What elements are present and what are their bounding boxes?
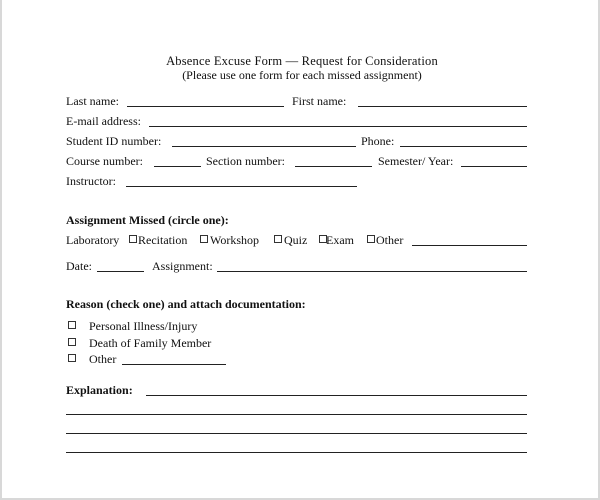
- checkbox-icon[interactable]: [200, 235, 208, 243]
- checkbox-icon[interactable]: [367, 235, 375, 243]
- semester-year-label: Semester/ Year:: [378, 154, 454, 168]
- student-id-field[interactable]: [172, 146, 356, 147]
- date-label: Date:: [66, 259, 92, 273]
- assignment-heading: Assignment Missed (circle one):: [66, 213, 229, 227]
- section-number-label: Section number:: [206, 154, 285, 168]
- checkbox-icon[interactable]: [129, 235, 137, 243]
- explanation-line[interactable]: [66, 433, 527, 434]
- checkbox-icon[interactable]: [68, 354, 76, 362]
- option-recitation[interactable]: Recitation: [138, 233, 188, 247]
- option-laboratory[interactable]: Laboratory: [66, 233, 120, 247]
- instructor-label: Instructor:: [66, 174, 116, 188]
- checkbox-icon[interactable]: [68, 338, 76, 346]
- instructor-field[interactable]: [126, 186, 357, 187]
- option-quiz[interactable]: Quiz: [284, 233, 308, 247]
- checkbox-icon[interactable]: [68, 321, 76, 329]
- last-name-field[interactable]: [127, 106, 284, 107]
- form-subtitle: (Please use one form for each missed assignment): [182, 68, 422, 82]
- course-number-field[interactable]: [154, 166, 201, 167]
- option-exam[interactable]: Exam: [326, 233, 354, 247]
- explanation-line[interactable]: [146, 395, 527, 396]
- email-label: E-mail address:: [66, 114, 141, 128]
- option-workshop[interactable]: Workshop: [210, 233, 260, 247]
- explanation-line[interactable]: [66, 452, 527, 453]
- student-id-label: Student ID number:: [66, 134, 162, 148]
- section-number-field[interactable]: [295, 166, 372, 167]
- option-other[interactable]: Other: [376, 233, 404, 247]
- phone-field[interactable]: [400, 146, 527, 147]
- other-assignment-field[interactable]: [412, 245, 527, 246]
- last-name-label: Last name:: [66, 94, 119, 108]
- date-field[interactable]: [97, 271, 144, 272]
- assignment-label: Assignment:: [152, 259, 213, 273]
- form-title: Absence Excuse Form — Request for Consideration: [166, 54, 438, 68]
- explanation-line[interactable]: [66, 414, 527, 415]
- checkbox-icon[interactable]: [274, 235, 282, 243]
- explanation-heading: Explanation:: [66, 383, 133, 397]
- reason-personal-illness[interactable]: Personal Illness/Injury: [89, 319, 198, 333]
- reason-death-family[interactable]: Death of Family Member: [89, 336, 212, 350]
- course-number-label: Course number:: [66, 154, 143, 168]
- first-name-field[interactable]: [358, 106, 527, 107]
- reason-other-field[interactable]: [122, 364, 226, 365]
- email-field[interactable]: [149, 126, 527, 127]
- reason-other[interactable]: Other: [89, 352, 117, 366]
- reason-heading: Reason (check one) and attach documentation:: [66, 297, 306, 311]
- phone-label: Phone:: [361, 134, 395, 148]
- assignment-field[interactable]: [217, 271, 527, 272]
- first-name-label: First name:: [292, 94, 347, 108]
- semester-year-field[interactable]: [461, 166, 527, 167]
